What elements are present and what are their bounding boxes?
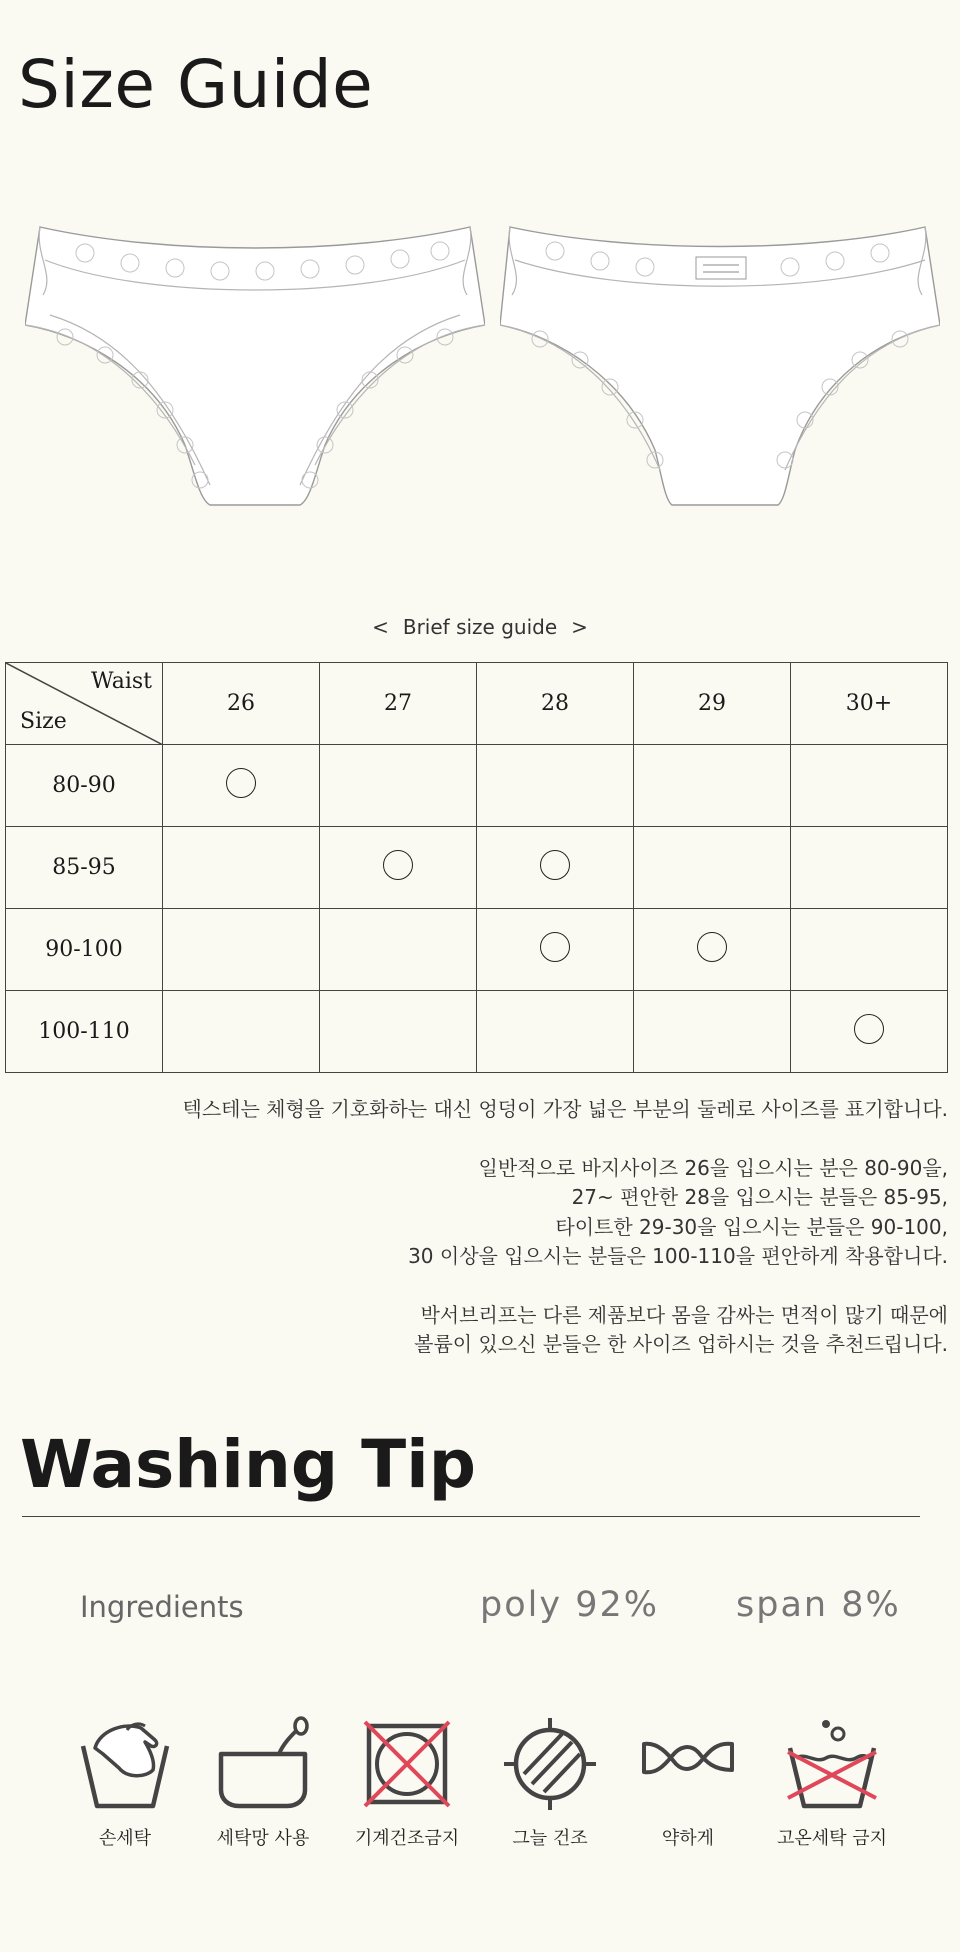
size-table-body [6, 745, 948, 1073]
row-size-label: 100-110 [6, 991, 163, 1073]
table-cell [163, 827, 320, 909]
laundry-net-icon [213, 1712, 313, 1812]
table-cell [163, 745, 320, 827]
washing-tip-title: Washing Tip [20, 1426, 476, 1503]
care-no-hot-wash [772, 1712, 892, 1850]
no-tumble-dry-icon [357, 1712, 457, 1812]
table-cell [320, 991, 477, 1073]
note-line: 30 이상을 입으시는 분들은 100-110을 편안하게 착용합니다. [408, 1244, 948, 1268]
care-label: 손세탁 [98, 1828, 152, 1849]
no-hot-wash-icon [782, 1712, 882, 1812]
table-row [6, 991, 948, 1073]
note-line: 타이트한 29-30을 입으시는 분들은 90-100, [555, 1214, 948, 1239]
table-cell [477, 909, 634, 991]
table-cell [163, 909, 320, 991]
note-paragraph-1 [183, 1095, 948, 1125]
note-line: 일반적으로 바지사이즈 26을 입으시는 분은 80-90을, [478, 1155, 948, 1180]
table-cell [791, 909, 948, 991]
table-cell [791, 745, 948, 827]
fit-mark-circle [540, 932, 570, 962]
column-header: 26 [163, 663, 320, 745]
note-line: 볼륨이 있으신 분들은 한 사이즈 업하시는 것을 추천드립니다. [414, 1332, 948, 1356]
size-guide-title: Size Guide [18, 46, 374, 123]
table-cell [634, 827, 791, 909]
fit-mark-circle [697, 932, 727, 962]
row-size-label: 80-90 [6, 745, 163, 827]
care-label: 고온세탁 금지 [776, 1828, 888, 1849]
fit-mark-circle [226, 768, 256, 798]
table-row [6, 745, 948, 827]
table-cell [320, 827, 477, 909]
corner-size-label: Size [20, 709, 67, 734]
note-paragraph-3 [183, 1301, 948, 1360]
row-size-label: 90-100 [6, 909, 163, 991]
table-cell [791, 827, 948, 909]
ingredients-label: Ingredients [80, 1590, 244, 1624]
ingredient-poly: poly 92% [480, 1585, 659, 1625]
table-cell [477, 745, 634, 827]
size-table [5, 662, 948, 1073]
column-header: 30+ [791, 663, 948, 745]
care-label: 그늘 건조 [512, 1828, 588, 1849]
table-row [6, 909, 948, 991]
caption-text: Brief size guide [402, 615, 558, 639]
care-label: 기계건조금지 [354, 1828, 460, 1849]
section-divider [22, 1516, 920, 1517]
fit-mark-circle [854, 1014, 884, 1044]
column-header: 29 [634, 663, 791, 745]
fit-mark-circle [540, 850, 570, 880]
table-cell [477, 827, 634, 909]
size-notes [183, 1095, 948, 1389]
care-label: 세탁망 사용 [216, 1828, 310, 1849]
ingredient-span: span 8% [736, 1585, 901, 1625]
corner-waist-label: Waist [91, 669, 152, 694]
column-header: 27 [320, 663, 477, 745]
brief-front-illustration [25, 215, 485, 519]
fit-mark-circle [383, 850, 413, 880]
note-line: 텍스테는 체형을 기호화하는 대신 엉덩이 가장 넓은 부분의 둘레로 사이즈를 표기합니다. [182, 1097, 948, 1121]
shade-dry-icon [500, 1712, 600, 1812]
column-header: 28 [477, 663, 634, 745]
note-line: 27~ 편안한 28을 입으시는 분들은 85-95, [571, 1185, 948, 1209]
table-cell [320, 909, 477, 991]
table-row [6, 827, 948, 909]
caption-left-bracket: < [372, 615, 389, 639]
brief-size-guide-caption [0, 615, 960, 639]
table-header-row [6, 663, 948, 745]
hand-wash-icon [75, 1712, 175, 1812]
care-laundry-net [203, 1712, 323, 1850]
table-corner-cell [6, 663, 163, 745]
table-cell [634, 909, 791, 991]
note-paragraph-2 [183, 1154, 948, 1272]
care-gentle [628, 1712, 748, 1850]
table-cell [634, 991, 791, 1073]
caption-right-bracket: > [571, 615, 588, 639]
brief-back-illustration [500, 215, 940, 519]
table-cell [477, 991, 634, 1073]
note-line: 박서브리프는 다른 제품보다 몸을 감싸는 면적이 많기 때문에 [420, 1302, 948, 1327]
table-cell [320, 745, 477, 827]
table-cell [634, 745, 791, 827]
care-hand-wash [65, 1712, 185, 1850]
row-size-label: 85-95 [6, 827, 163, 909]
care-shade-dry [490, 1712, 610, 1850]
gentle-wring-icon [638, 1712, 738, 1812]
table-cell [163, 991, 320, 1073]
care-label: 약하게 [661, 1828, 715, 1849]
table-cell [791, 991, 948, 1073]
care-no-tumble-dry [347, 1712, 467, 1850]
